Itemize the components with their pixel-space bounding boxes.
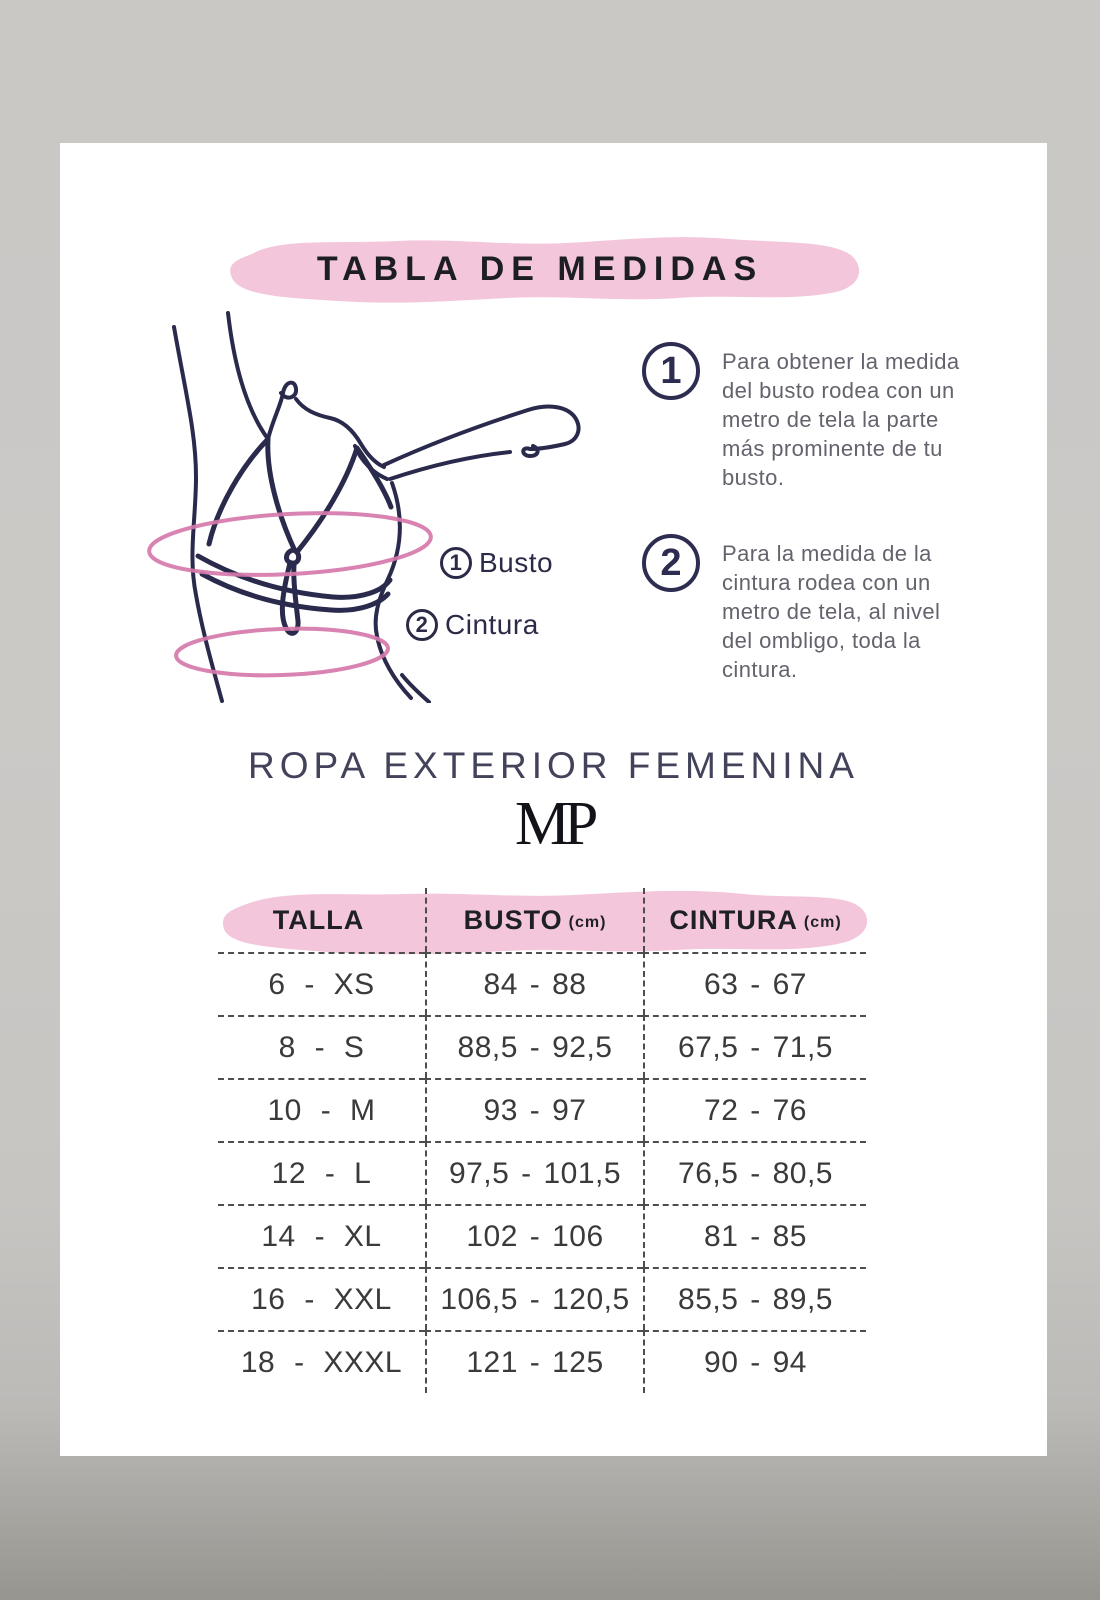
table-cell-cintura: 85,5 - 89,5: [643, 1267, 866, 1330]
bikini-top-outline: [198, 439, 391, 633]
title-banner: [218, 232, 862, 306]
waist-label: [406, 609, 539, 641]
instruction-1-number-badge: 1: [642, 342, 700, 400]
table-cell-busto: 121 - 125: [425, 1330, 643, 1393]
table-cell-talla: 10 - M: [218, 1078, 425, 1141]
table-cell-cintura: 76,5 - 80,5: [643, 1141, 866, 1204]
table-cell-busto: 106,5 - 120,5: [425, 1267, 643, 1330]
column-header-cintura: [643, 888, 866, 952]
table-cell-talla: 18 - XXXL: [218, 1330, 425, 1393]
bust-label: [440, 547, 553, 579]
table-cell-cintura: 72 - 76: [643, 1078, 866, 1141]
size-table: [218, 888, 866, 1393]
table-cell-talla: 14 - XL: [218, 1204, 425, 1267]
table-cell-talla: 6 - XS: [218, 952, 425, 1015]
waist-label-text: Cintura: [445, 609, 539, 640]
body-outline: [174, 313, 579, 702]
table-cell-cintura: 63 - 67: [643, 952, 866, 1015]
table-cell-cintura: 67,5 - 71,5: [643, 1015, 866, 1078]
circled-number-1-icon: 1: [440, 547, 472, 579]
column-header-cintura-unit: (cm): [803, 914, 842, 931]
instruction-2-text: Para la medida de la cintura rodea con un metro de tela, al nivel del ombligo, toda la cintura.: [722, 541, 941, 682]
table-cell-talla: 8 - S: [218, 1015, 425, 1078]
table-cell-busto: 93 - 97: [425, 1078, 643, 1141]
column-header-cintura-label: CINTURA: [669, 904, 798, 935]
table-cell-cintura: 81 - 85: [643, 1204, 866, 1267]
column-header-talla: [218, 888, 425, 952]
instruction-2-number-badge: 2: [642, 534, 700, 592]
brand-logo: MP: [514, 790, 593, 858]
column-header-busto: [425, 888, 643, 952]
size-table-grid: [218, 888, 866, 1393]
page-title: TABLA DE MEDIDAS: [316, 249, 764, 288]
circled-number-2-icon: 2: [406, 609, 438, 641]
table-cell-busto: 97,5 - 101,5: [425, 1141, 643, 1204]
table-cell-cintura: 90 - 94: [643, 1330, 866, 1393]
column-header-talla-label: TALLA: [272, 904, 365, 935]
instruction-1-text: Para obtener la medida del busto rodea con un metro de tela la parte más prominente de tu busto.: [722, 349, 960, 490]
column-header-busto-unit: (cm): [568, 914, 607, 931]
table-cell-talla: 16 - XXL: [218, 1267, 425, 1330]
column-header-busto-label: BUSTO: [463, 904, 563, 935]
torso-line-art-illustration: [130, 303, 600, 703]
table-cell-busto: 88,5 - 92,5: [425, 1015, 643, 1078]
measurement-chart-card: [60, 143, 1047, 1456]
table-cell-talla: 12 - L: [218, 1141, 425, 1204]
table-cell-busto: 102 - 106: [425, 1204, 643, 1267]
section-heading: ROPA EXTERIOR FEMENINA: [248, 745, 859, 786]
bust-label-text: Busto: [479, 547, 554, 578]
table-cell-busto: 84 - 88: [425, 952, 643, 1015]
